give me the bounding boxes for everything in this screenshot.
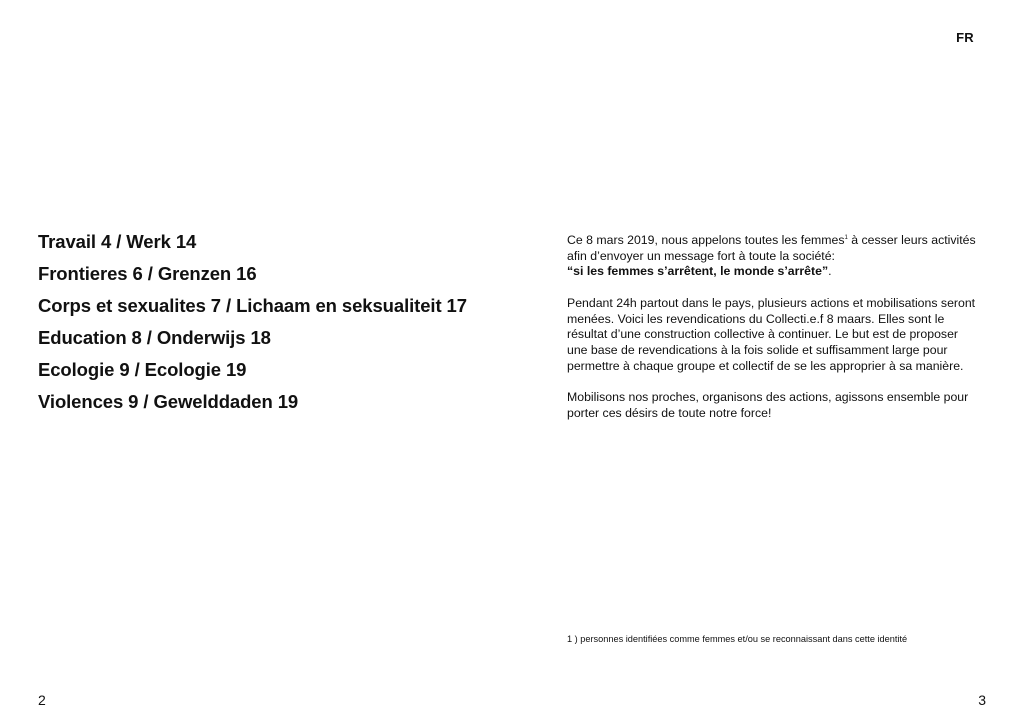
intro-paragraph <box>567 233 977 280</box>
footnote: 1 ) personnes identifiées comme femmes et/ou se reconnaissant dans cette identité <box>567 634 908 644</box>
toc-item-ecologie[interactable]: Ecologie 9 / Ecologie 19 <box>38 359 247 380</box>
toc-item-education[interactable]: Education 8 / Onderwijs 18 <box>38 327 271 348</box>
footnote-mark: 1 <box>844 234 848 241</box>
intro-text-end: à cesser leurs activités afin d’envoyer un message fort à toute la société: <box>567 233 976 263</box>
toc-item-frontieres[interactable]: Frontieres 6 / Grenzen 16 <box>38 263 257 284</box>
page-number-left: 2 <box>38 692 46 708</box>
language-tag: FR <box>956 30 974 45</box>
toc-item-corps-et-sexualites[interactable]: Corps et sexualites 7 / Lichaam en seksualiteit 17 <box>38 295 467 316</box>
toc-item-violences[interactable]: Violences 9 / Gewelddaden 19 <box>38 391 299 412</box>
slogan-quote: “si les femmes s’arrêtent, le monde s’arrête” <box>567 264 829 279</box>
slogan-period: . <box>828 264 832 279</box>
intro-text <box>567 233 977 437</box>
toc-item-travail[interactable]: Travail 4 / Werk 14 <box>38 231 197 252</box>
table-of-contents <box>38 226 467 418</box>
paragraph-mobilisation: Mobilisons nos proches, organisons des actions, agissons ensemble pour porter ces désirs de toute notre force! <box>567 390 969 420</box>
intro-text-start: Ce 8 mars 2019, nous appelons toutes les femmes <box>567 233 845 247</box>
page-number-right: 3 <box>978 692 986 708</box>
right-page <box>512 0 1024 727</box>
paragraph-actions: Pendant 24h partout dans le pays, plusieurs actions et mobilisations seront menées. Voici les revendications du Collecti.e.f 8 maars. Elles sont le résultat d’une construction collective à continuer. Le but est de proposer une base de revendications à la fois solide et suffisamment large pour permettre à chaque groupe et collectif de se les approprier à sa manière. <box>567 295 976 373</box>
